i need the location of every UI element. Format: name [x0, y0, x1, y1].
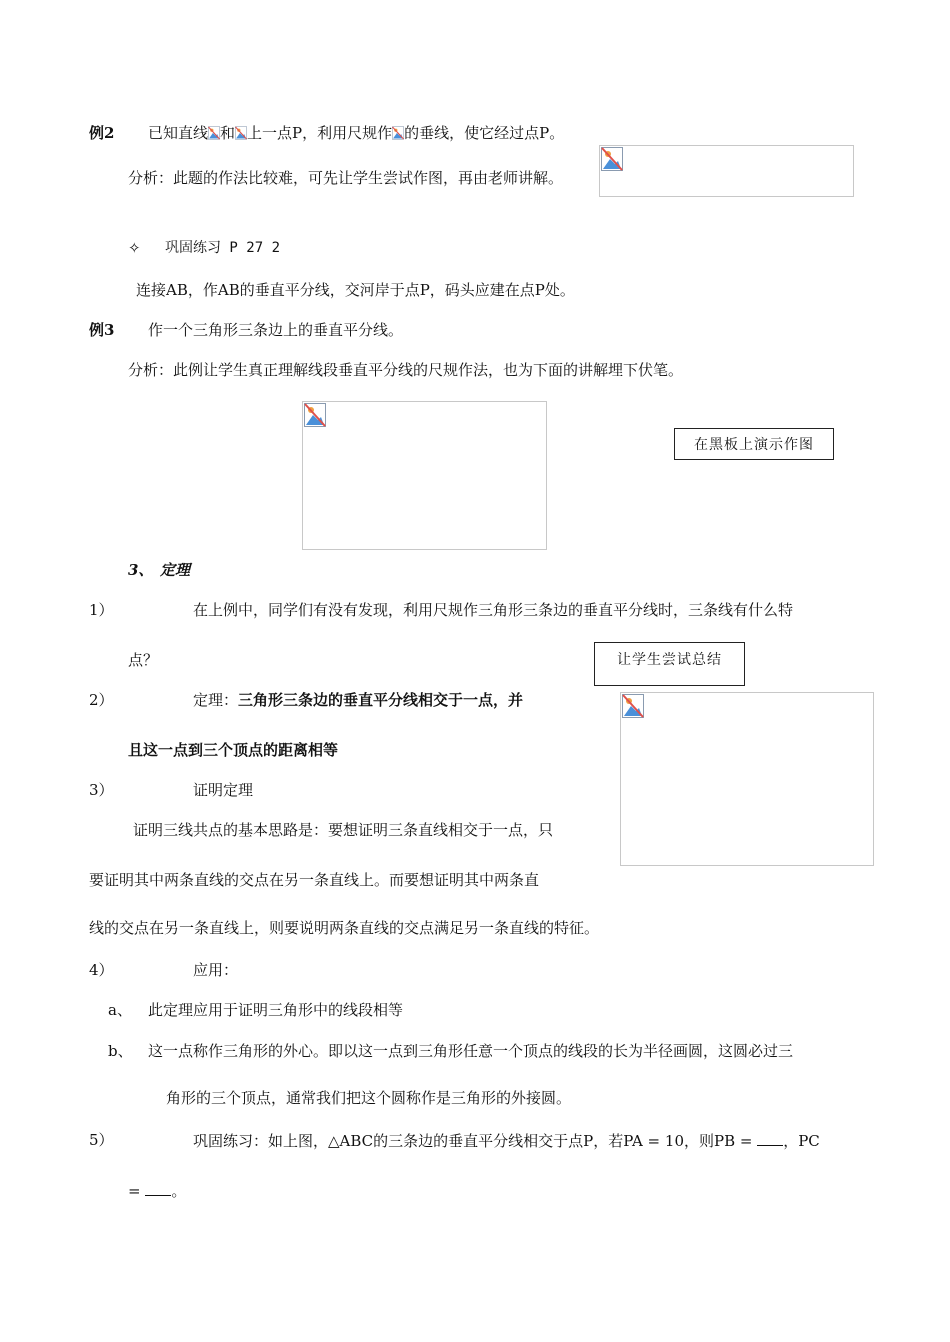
broken-image-icon	[304, 403, 326, 427]
item-5-text-cont	[128, 1180, 186, 1201]
theorem-text-cont: 且这一点到三个顶点的距离相等	[128, 741, 339, 759]
figure-placeholder	[302, 401, 547, 550]
example2-analysis: 分析：此题的作法比较难，可先让学生尝试作图，再由老师讲解。	[128, 169, 564, 187]
blackboard-callout	[674, 428, 834, 460]
practice-label: 巩固练习 P 27 2	[165, 240, 281, 256]
broken-image-icon	[601, 147, 623, 171]
item-3-number: 3）	[89, 781, 114, 799]
broken-image-icon	[622, 694, 644, 718]
broken-image-icon	[208, 122, 220, 144]
item-1-text: 在上例中，同学们有没有发现，利用尺规作三角形三条边的垂直平分线时，三条线有什么特	[193, 601, 794, 619]
figure-placeholder	[599, 145, 854, 197]
figure-placeholder	[620, 692, 874, 866]
proof-line-1: 证明三线共点的基本思路是：要想证明三条直线相交于一点，只	[133, 821, 554, 839]
broken-image-icon	[235, 122, 247, 144]
example2-label: 例2	[89, 124, 115, 142]
exercise-text-2: ，PC	[783, 1132, 820, 1150]
example3-analysis: 分析：此例让学生真正理解线段垂直平分线的尺规作法，也为下面的讲解埋下伏笔。	[128, 361, 684, 379]
item-2-text	[193, 690, 523, 710]
example3-text: 作一个三角形三条边上的垂直平分线。	[148, 321, 404, 339]
example2-text-2: 和	[220, 124, 236, 142]
item-4-number: 4）	[89, 961, 114, 979]
sub-item-a-label: a、	[108, 1001, 132, 1019]
answer-blank	[145, 1180, 171, 1196]
sub-item-a-text: 此定理应用于证明三角形中的线段相等	[148, 1001, 404, 1019]
theorem-label: 定理：	[193, 691, 239, 709]
item-2-number: 2）	[89, 691, 114, 709]
section-title: 定理	[160, 561, 191, 579]
example3-label: 例3	[89, 321, 115, 339]
theorem-text: 三角形三条边的垂直平分线相交于一点，并	[238, 691, 524, 709]
blackboard-callout-text: 在黑板上演示作图	[694, 437, 814, 453]
example2-statement	[148, 123, 564, 145]
summary-callout-text: 让学生尝试总结	[617, 652, 722, 668]
exercise-text-4: 。	[171, 1182, 187, 1200]
exercise-text-3: =	[128, 1182, 146, 1200]
item-5-text	[193, 1130, 820, 1151]
item-1-text-cont: 点？	[128, 651, 159, 669]
example2-text-1: 已知直线	[148, 124, 209, 142]
answer-blank	[757, 1130, 783, 1146]
item-4-text: 应用：	[193, 961, 239, 979]
item-3-text: 证明定理	[193, 781, 254, 799]
sub-item-b-label: b、	[108, 1042, 133, 1060]
example2-text-4: 的垂线，使它经过点P。	[404, 124, 565, 142]
exercise-text: 巩固练习：如上图，△ABC的三条边的垂直平分线相交于点P，若PA = 10，则PB =	[193, 1132, 758, 1150]
proof-line-2: 要证明其中两条直线的交点在另一条直线上。而要想证明其中两条直	[89, 871, 540, 889]
broken-image-icon	[392, 122, 404, 144]
item-5-number: 5）	[89, 1131, 114, 1149]
section-number: 3、	[128, 561, 154, 579]
sub-item-b-text: 这一点称作三角形的外心。即以这一点到三角形任意一个顶点的线段的长为半径画圆，这圆必过三	[148, 1042, 794, 1060]
practice-answer: 连接AB，作AB的垂直平分线，交河岸于点P，码头应建在点P处。	[136, 281, 575, 299]
sub-item-b-text-cont: 角形的三个顶点，通常我们把这个圆称作是三角形的外接圆。	[166, 1089, 572, 1107]
summary-callout	[594, 642, 745, 686]
item-1-number: 1）	[89, 601, 114, 619]
example2-text-3: 上一点P，利用尺规作	[247, 124, 393, 142]
bullet-icon: ✧	[128, 239, 141, 257]
proof-line-3: 线的交点在另一条直线上，则要说明两条直线的交点满足另一条直线的特征。	[89, 919, 600, 937]
